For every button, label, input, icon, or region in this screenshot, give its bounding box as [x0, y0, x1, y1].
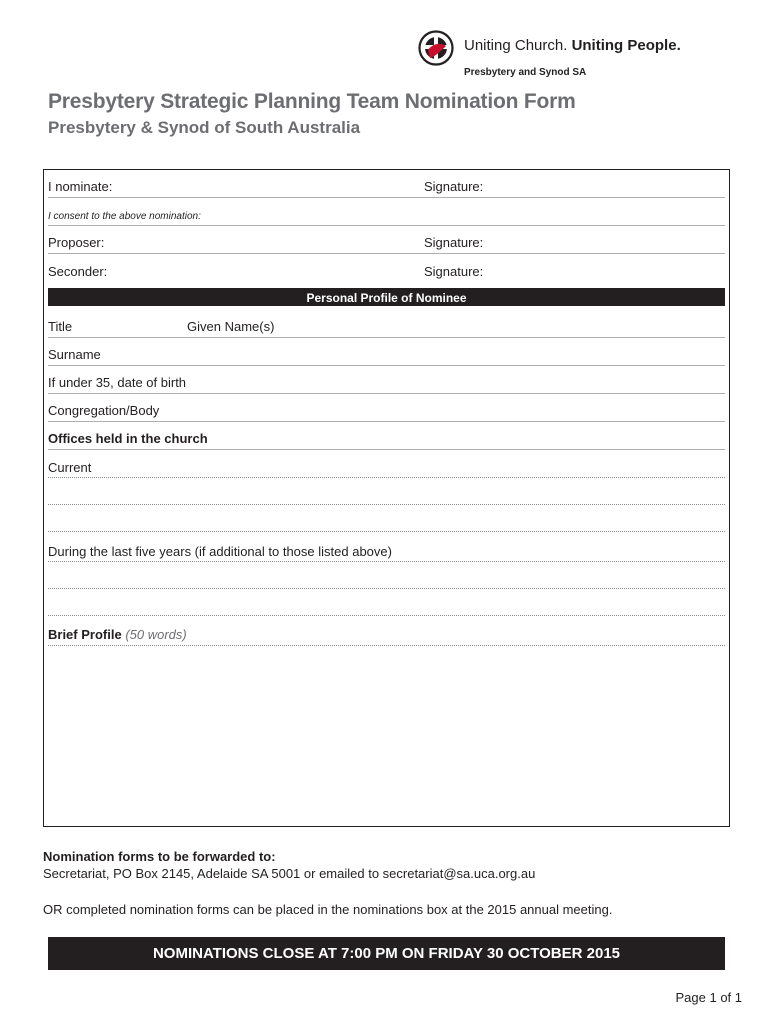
page-number: Page 1 of 1	[675, 990, 742, 1005]
current-label: Current	[48, 460, 92, 475]
given-name-label: Given Name(s)	[187, 319, 275, 334]
brief-profile-label: Brief Profile	[48, 627, 122, 642]
offices-heading-row	[48, 422, 725, 450]
brief-profile-row[interactable]	[48, 618, 725, 646]
proposer-row[interactable]	[48, 226, 725, 254]
logo-subtitle: Presbytery and Synod SA	[464, 67, 587, 78]
current-row[interactable]	[48, 450, 725, 478]
last-five-years-row[interactable]	[48, 534, 725, 562]
current-line-3[interactable]	[48, 531, 725, 532]
last-five-line-1[interactable]	[48, 561, 725, 562]
nominate-label: I nominate:	[48, 179, 113, 194]
seconder-row[interactable]	[48, 254, 725, 282]
congregation-row[interactable]	[48, 394, 725, 422]
logo	[418, 27, 698, 87]
section-header-personal-profile: Personal Profile of Nominee	[48, 288, 725, 306]
last-five-years-label: During the last five years (if additional to those listed above)	[48, 544, 392, 559]
forward-address: Secretariat, PO Box 2145, Adelaide SA 5001 or emailed to secretariat@sa.uca.org.au	[43, 866, 536, 881]
dob-row[interactable]	[48, 366, 725, 394]
title-label: Title	[48, 319, 73, 334]
seconder-signature-label: Signature:	[424, 264, 484, 279]
current-line-2[interactable]	[48, 504, 725, 505]
brief-profile-note: (50 words)	[125, 627, 187, 642]
proposer-label: Proposer:	[48, 235, 105, 250]
page-title: Presbytery Strategic Planning Team Nomination Form	[48, 90, 576, 113]
uniting-church-logo-icon	[418, 30, 454, 66]
logo-tagline: Uniting Church. Uniting People.	[464, 37, 681, 54]
current-line-1[interactable]	[48, 477, 725, 478]
offices-label: Offices held in the church	[48, 431, 208, 446]
title-given-name-row[interactable]	[48, 310, 725, 338]
brief-profile-label-group	[48, 627, 187, 642]
page-subtitle: Presbytery & Synod of South Australia	[48, 118, 361, 137]
proposer-signature-label: Signature:	[424, 235, 484, 250]
last-five-line-2[interactable]	[48, 588, 725, 589]
congregation-label: Congregation/Body	[48, 403, 160, 418]
seconder-label: Seconder:	[48, 264, 108, 279]
dob-label: If under 35, date of birth	[48, 375, 187, 390]
surname-row[interactable]	[48, 338, 725, 366]
nominate-signature-label: Signature:	[424, 179, 484, 194]
consent-label: I consent to the above nomination:	[48, 211, 201, 222]
consent-row[interactable]	[48, 198, 725, 226]
nominate-row[interactable]	[48, 170, 725, 198]
forward-heading: Nomination forms to be forwarded to:	[43, 849, 276, 864]
nominations-close-banner: NOMINATIONS CLOSE AT 7:00 PM ON FRIDAY 30 OCTOBER 2015	[48, 937, 725, 970]
last-five-line-3[interactable]	[48, 615, 725, 616]
alternative-submission-note: OR completed nomination forms can be placed in the nominations box at the 2015 annual meeting.	[43, 902, 613, 917]
surname-label: Surname	[48, 347, 101, 362]
